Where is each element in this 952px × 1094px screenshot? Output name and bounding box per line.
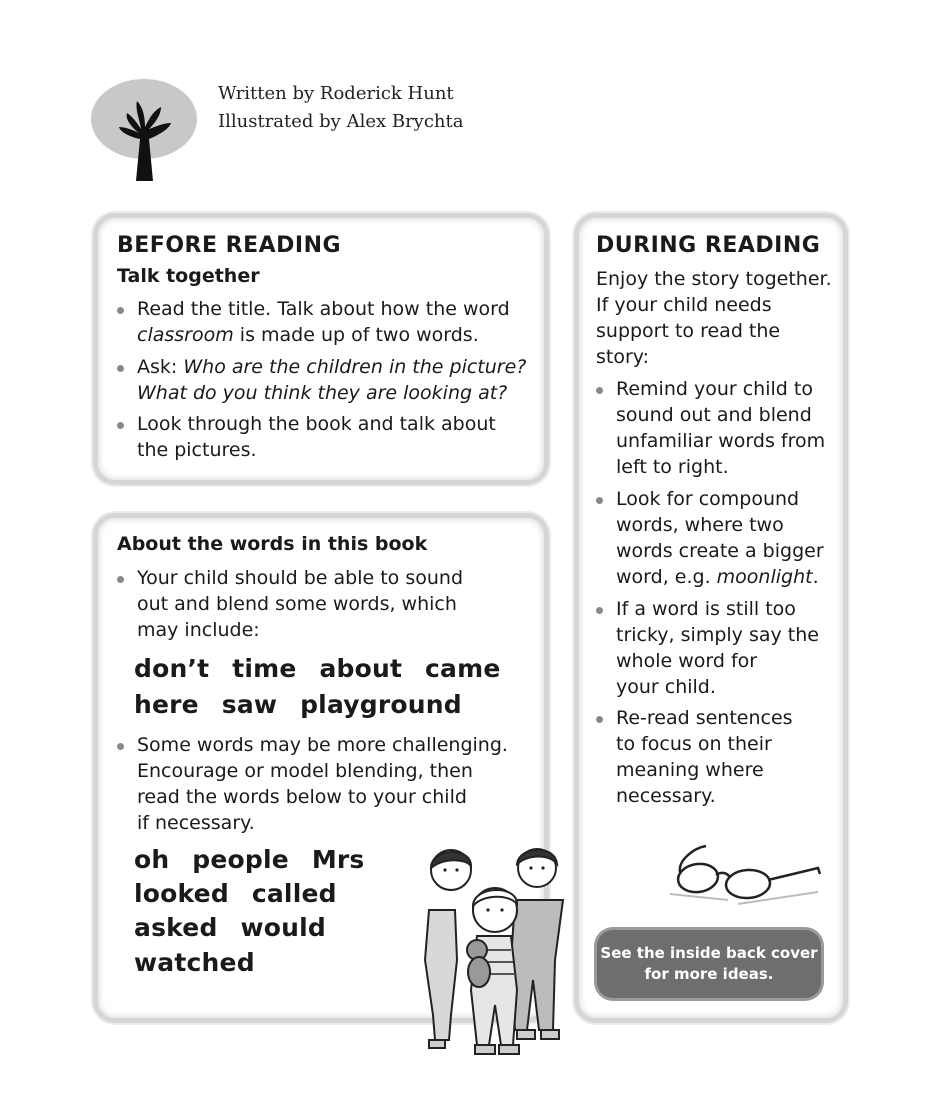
- bullet-text: If a word is still too: [616, 598, 796, 620]
- tree-logo-icon: [91, 77, 197, 181]
- example-word: moonlight: [716, 566, 813, 588]
- bullet-dot: [117, 365, 124, 372]
- bullet-text: Remind your child to: [616, 378, 813, 400]
- bullet-dot: [117, 307, 124, 314]
- before-bullet-1: [117, 296, 510, 348]
- bullet-text: words create a bigger: [616, 540, 824, 562]
- during-bullet-1: [596, 376, 825, 480]
- bullet-text: [137, 322, 510, 348]
- intro-line: Enjoy the story together.: [596, 268, 832, 290]
- bullet-text: unfamiliar words from: [616, 430, 826, 452]
- tricky-words-row-4: watched: [134, 948, 255, 977]
- bullet-text: read the words below to your child: [137, 786, 467, 808]
- bullet-text: out and blend some words, which: [137, 593, 457, 615]
- bullet-text: Read the title. Talk about how the word: [137, 298, 510, 320]
- bullet-text: [137, 380, 526, 406]
- bullet-text: if necessary.: [137, 812, 255, 834]
- decodable-words-row-1: don’t time about came: [134, 654, 501, 683]
- bullet-dot: [596, 607, 603, 614]
- tip-box: [597, 930, 821, 998]
- bullet-dot: [117, 743, 124, 750]
- during-bullet-2: [596, 486, 824, 590]
- bullet-text: Some words may be more challenging.: [137, 734, 508, 756]
- tricky-words-row-1: oh people Mrs: [134, 845, 365, 874]
- ask-question-2: What do you think they are looking at?: [137, 382, 508, 404]
- about-words-heading: About the words in this book: [117, 533, 428, 555]
- credits: [218, 80, 464, 136]
- bullet-text: may include:: [137, 619, 260, 641]
- bullet-text: Re-read sentences: [616, 707, 793, 729]
- bullet-dot: [117, 576, 124, 583]
- bullet-dot: [596, 387, 603, 394]
- intro-line: If your child needs: [596, 294, 772, 316]
- tip-line-1: See the inside back cover: [600, 944, 818, 962]
- bullet-text: [616, 564, 824, 590]
- bullet-dot: [596, 497, 603, 504]
- bullet-text: left to right.: [616, 456, 729, 478]
- words-bullet-1: [117, 565, 463, 643]
- during-reading-intro: [596, 266, 832, 370]
- before-bullet-2: [117, 354, 526, 406]
- words-bullet-2: [117, 732, 508, 836]
- bullet-text: meaning where: [616, 759, 764, 781]
- glasses-illustration: [668, 842, 823, 908]
- bullet-text: Encourage or model blending, then: [137, 760, 473, 782]
- bullet-text: tricky, simply say the: [616, 624, 819, 646]
- bullet-text: the pictures.: [137, 439, 257, 461]
- before-reading-heading: BEFORE READING: [117, 233, 342, 258]
- bullet-text: Look through the book and talk about: [137, 413, 496, 435]
- tricky-words-row-2: looked called: [134, 879, 337, 908]
- illustrator-credit: Illustrated by Alex Brychta: [218, 111, 464, 132]
- decodable-words-row-2: here saw playground: [134, 690, 462, 719]
- bullet-text: Your child should be able to sound: [137, 567, 464, 589]
- intro-line: story:: [596, 346, 650, 368]
- bullet-text: your child.: [616, 676, 716, 698]
- during-reading-heading: DURING READING: [596, 233, 821, 258]
- tricky-words-row-3: asked would: [134, 913, 326, 942]
- tip-line-2: for more ideas.: [644, 965, 774, 983]
- bullet-text: sound out and blend: [616, 404, 812, 426]
- intro-line: support to read the: [596, 320, 781, 342]
- talk-together-subheading: Talk together: [117, 265, 260, 287]
- ask-label: Ask:: [137, 356, 178, 378]
- children-illustration: [415, 840, 575, 1060]
- author-credit: Written by Roderick Hunt: [218, 83, 454, 104]
- bullet-text: Look for compound: [616, 488, 800, 510]
- bullet-text: whole word for: [616, 650, 758, 672]
- before-bullet-3: [117, 411, 496, 463]
- example-prefix: word, e.g.: [616, 566, 711, 588]
- bullet-text: [137, 354, 526, 380]
- bullet-text: necessary.: [616, 785, 716, 807]
- italic-word: classroom: [137, 324, 234, 346]
- bullet-text: words, where two: [616, 514, 784, 536]
- example-suffix: .: [812, 566, 819, 588]
- bullet-dot: [117, 422, 124, 429]
- bullet-text-rest: is made up of two words.: [239, 324, 479, 346]
- bullet-text: to focus on their: [616, 733, 772, 755]
- bullet-dot: [596, 716, 603, 723]
- ask-question-1: Who are the children in the picture?: [183, 356, 527, 378]
- during-bullet-3: [596, 596, 819, 700]
- during-bullet-4: [596, 705, 793, 809]
